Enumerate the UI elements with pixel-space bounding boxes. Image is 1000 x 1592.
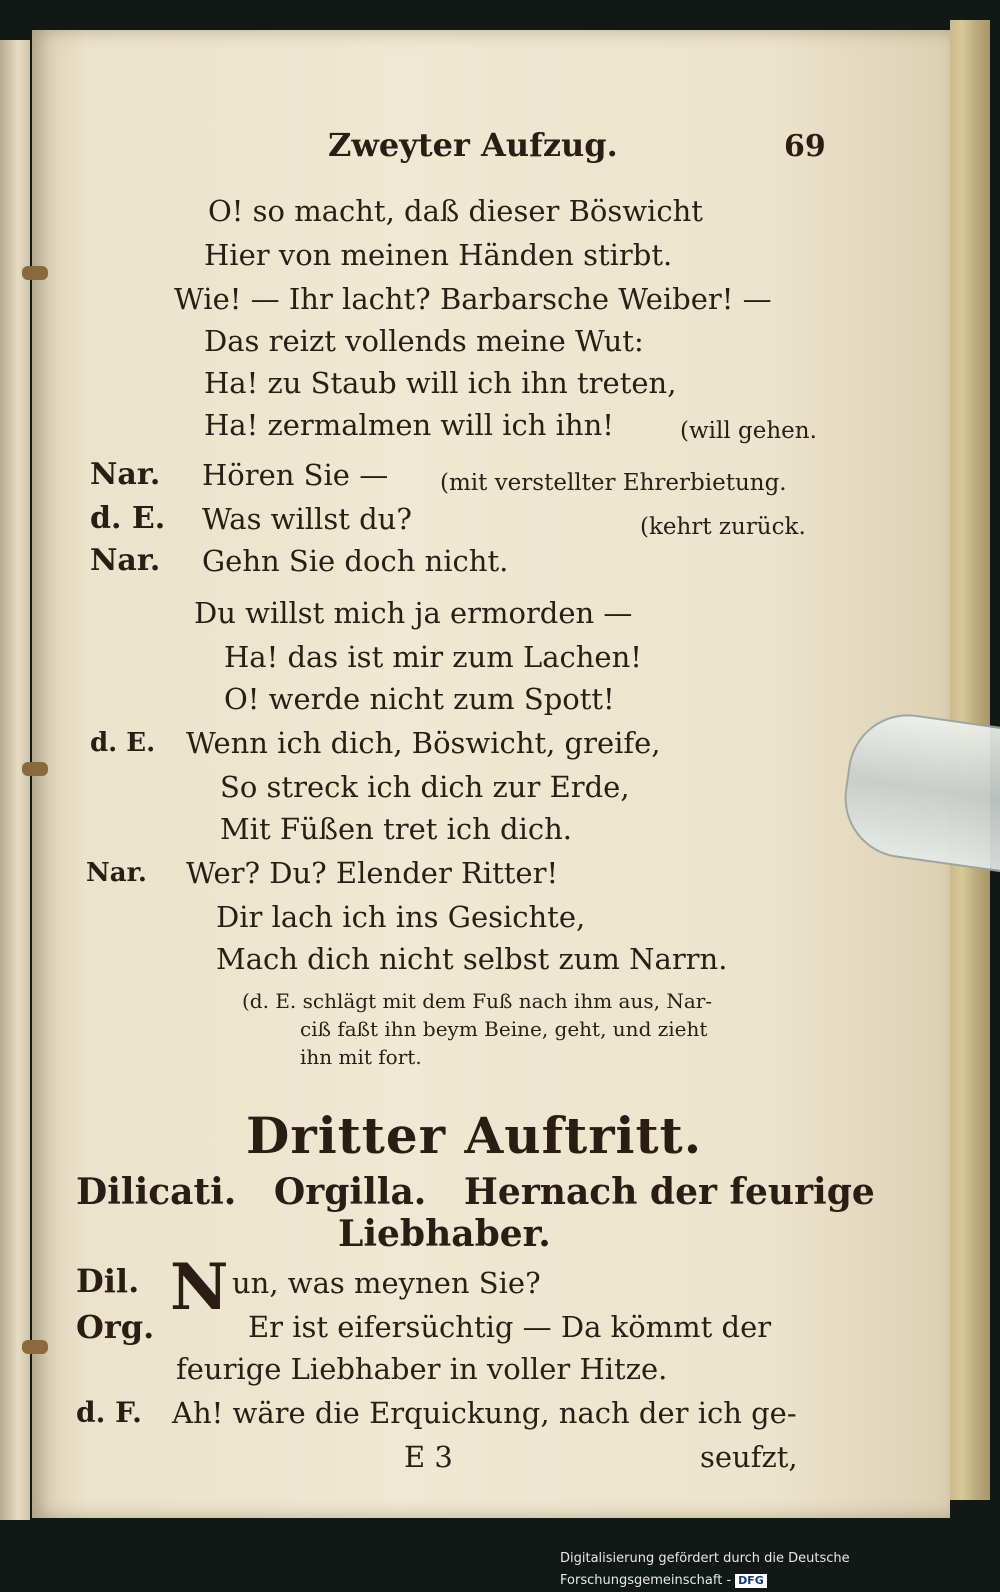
verse-line: Du willst mich ja ermorden — — [194, 596, 633, 630]
dialog-line: Ah! wäre die Erquickung, nach der ich ge- — [172, 1396, 797, 1430]
dialog-line: Was willst du? — [202, 502, 412, 536]
speaker-label: d. E. — [90, 501, 166, 536]
verse-line: Wie! — Ihr lacht? Barbarsche Weiber! — — [174, 282, 772, 316]
stage-direction: ihn mit fort. — [300, 1045, 422, 1069]
verse-line: Ha! zu Staub will ich ihn treten, — [204, 366, 677, 400]
stage-direction: (d. E. schlägt mit dem Fuß nach ihm aus, Nar- — [242, 989, 713, 1013]
dialog-line: un, was meynen Sie? — [232, 1266, 541, 1300]
funding-footer — [560, 1548, 1000, 1588]
verse-line: Wer? Du? Elender Ritter! — [186, 856, 559, 890]
verse-line: Mach dich nicht selbst zum Narrn. — [216, 942, 728, 976]
binding-stitch — [22, 1340, 48, 1354]
speaker-label: d. F. — [76, 1396, 142, 1429]
running-header: Zweyter Aufzug. — [328, 126, 618, 164]
catchword: seufzt, — [700, 1440, 798, 1474]
stage-direction: ciß faßt ihn beym Beine, geht, und zieht — [300, 1017, 708, 1041]
stage-direction: (will gehen. — [680, 418, 817, 444]
stage-direction: (kehrt zurück. — [640, 514, 806, 540]
verse-line: Dir lach ich ins Gesichte, — [216, 900, 586, 934]
speaker-label: Nar. — [86, 858, 147, 888]
speaker-label: Org. — [76, 1308, 155, 1346]
stage-direction: (mit verstellter Ehrerbietung. — [440, 470, 787, 496]
facing-page-edge — [0, 40, 30, 1520]
speaker-label: Nar. — [90, 543, 161, 578]
verse-line: Ha! zermalmen will ich ihn! — [204, 408, 614, 442]
dialog-line: feurige Liebhaber in voller Hitze. — [176, 1352, 668, 1386]
dialog-line: Hören Sie — — [202, 458, 389, 492]
speaker-label: Dil. — [76, 1262, 140, 1300]
verse-line: Hier von meinen Händen stirbt. — [204, 238, 673, 272]
drop-cap: N — [170, 1250, 229, 1325]
speaker-label: Nar. — [90, 457, 161, 492]
cast-list: Dilicati. Orgilla. Hernach der feurige — [76, 1171, 875, 1213]
dialog-line: Er ist eifersüchtig — Da kömmt der — [248, 1310, 772, 1344]
funding-text: Digitalisierung gefördert durch die Deutsche Forschungsgemeinschaft - — [560, 1551, 850, 1588]
dialog-line: Gehn Sie doch nicht. — [202, 544, 509, 578]
verse-line: Wenn ich dich, Böswicht, greife, — [186, 726, 661, 760]
binding-stitch — [22, 266, 48, 280]
scene-heading: Dritter Auftritt. — [246, 1106, 703, 1165]
verse-line: O! so macht, daß dieser Böswicht — [208, 194, 703, 228]
dfg-logo: DFG — [735, 1574, 767, 1588]
page-number: 69 — [784, 129, 826, 164]
verse-line: Ha! das ist mir zum Lachen! — [224, 640, 642, 674]
binding-stitch — [22, 762, 48, 776]
signature-mark: E 3 — [404, 1440, 453, 1474]
cast-list: Liebhaber. — [338, 1213, 551, 1255]
speaker-label: d. E. — [90, 728, 156, 758]
verse-line: So streck ich dich zur Erde, — [220, 770, 630, 804]
verse-line: O! werde nicht zum Spott! — [224, 682, 615, 716]
verse-line: Mit Füßen tret ich dich. — [220, 812, 573, 846]
verse-line: Das reizt vollends meine Wut: — [204, 324, 644, 358]
